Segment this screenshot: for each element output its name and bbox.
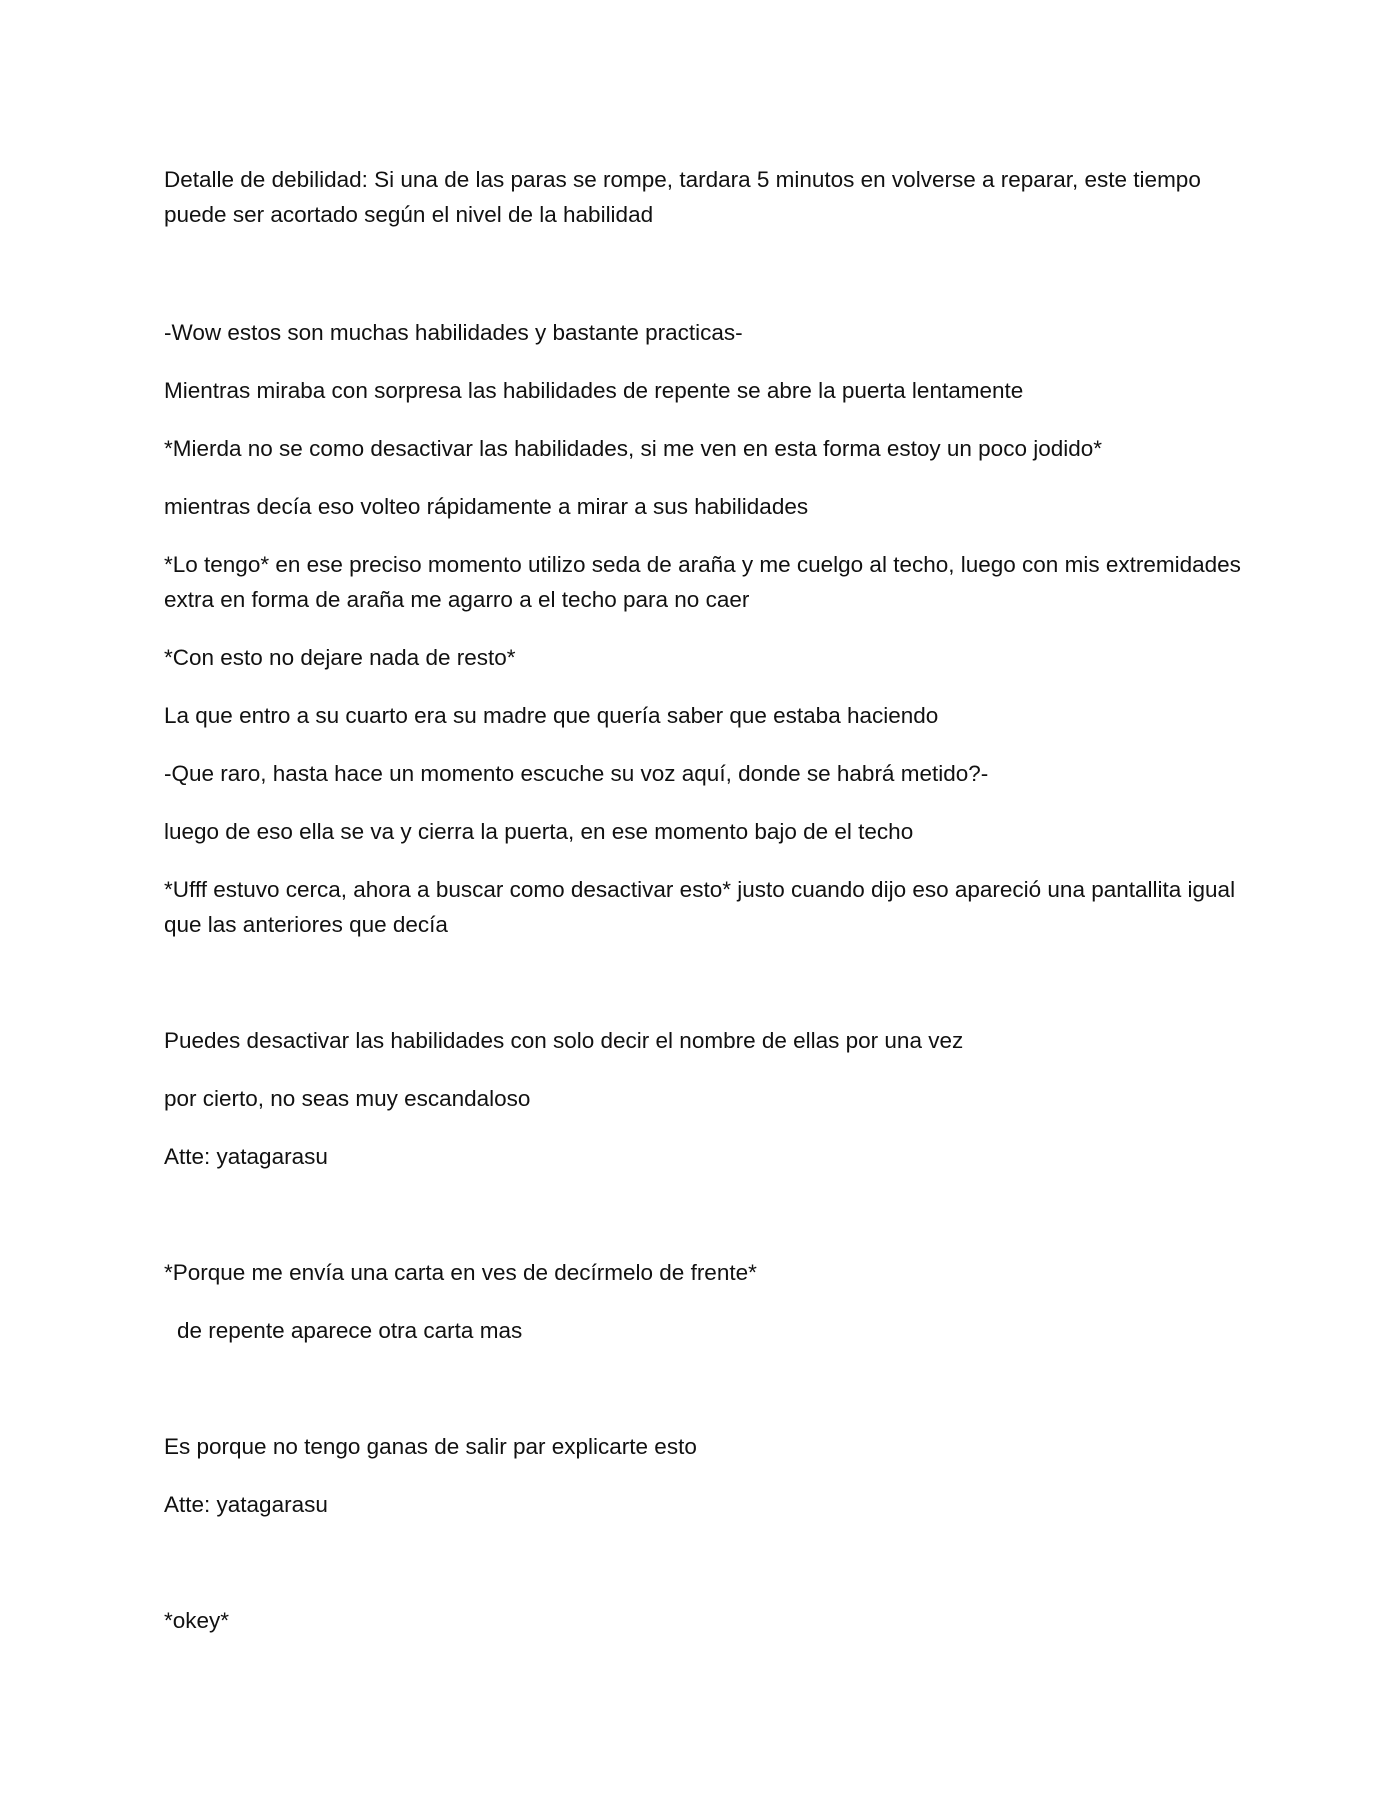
letter-signature: Atte: yatagarasu <box>164 1492 328 1517</box>
narration-paragraph: Mientras miraba con sorpresa las habilidades de repente se abre la puerta lentamente <box>164 378 1024 403</box>
thought-line: *Porque me envía una carta en ves de decírmelo de frente* <box>164 1260 757 1285</box>
letter-line: Puedes desactivar las habilidades con solo decir el nombre de ellas por una vez <box>164 1028 964 1053</box>
narration-paragraph: *Ufff estuvo cerca, ahora a buscar como desactivar esto* justo cuando dijo eso apareció una pantallita igual que las anteriores que decía <box>164 877 1236 937</box>
letter-line: Es porque no tengo ganas de salir par explicarte esto <box>164 1434 697 1459</box>
dialogue-line: -Wow estos son muchas habilidades y bastante practicas- <box>164 320 743 345</box>
thought-line: *Con esto no dejare nada de resto* <box>164 645 516 670</box>
narration-paragraph: La que entro a su cuarto era su madre que quería saber que estaba haciendo <box>164 703 939 728</box>
letter-line: por cierto, no seas muy escandaloso <box>164 1086 531 1111</box>
narration-paragraph: luego de eso ella se va y cierra la puerta, en ese momento bajo de el techo <box>164 819 914 844</box>
dialogue-line: -Que raro, hasta hace un momento escuche su voz aquí, donde se habrá metido?- <box>164 761 989 786</box>
narration-paragraph: *Lo tengo* en ese preciso momento utilizo seda de araña y me cuelgo al techo, luego con mis extremidades extra en forma de araña me agarro a el techo para no caer <box>164 552 1241 612</box>
thought-line: *Mierda no se como desactivar las habilidades, si me ven en esta forma estoy un poco jodido* <box>164 436 1103 461</box>
letter-signature: Atte: yatagarasu <box>164 1144 328 1169</box>
narration-paragraph: de repente aparece otra carta mas <box>177 1318 523 1343</box>
thought-line: *okey* <box>164 1608 230 1633</box>
weakness-detail-paragraph: Detalle de debilidad: Si una de las paras se rompe, tardara 5 minutos en volverse a reparar, este tiempo puede ser acortado según el nivel de la habilidad <box>164 167 1201 227</box>
narration-paragraph: mientras decía eso volteo rápidamente a mirar a sus habilidades <box>164 494 809 519</box>
